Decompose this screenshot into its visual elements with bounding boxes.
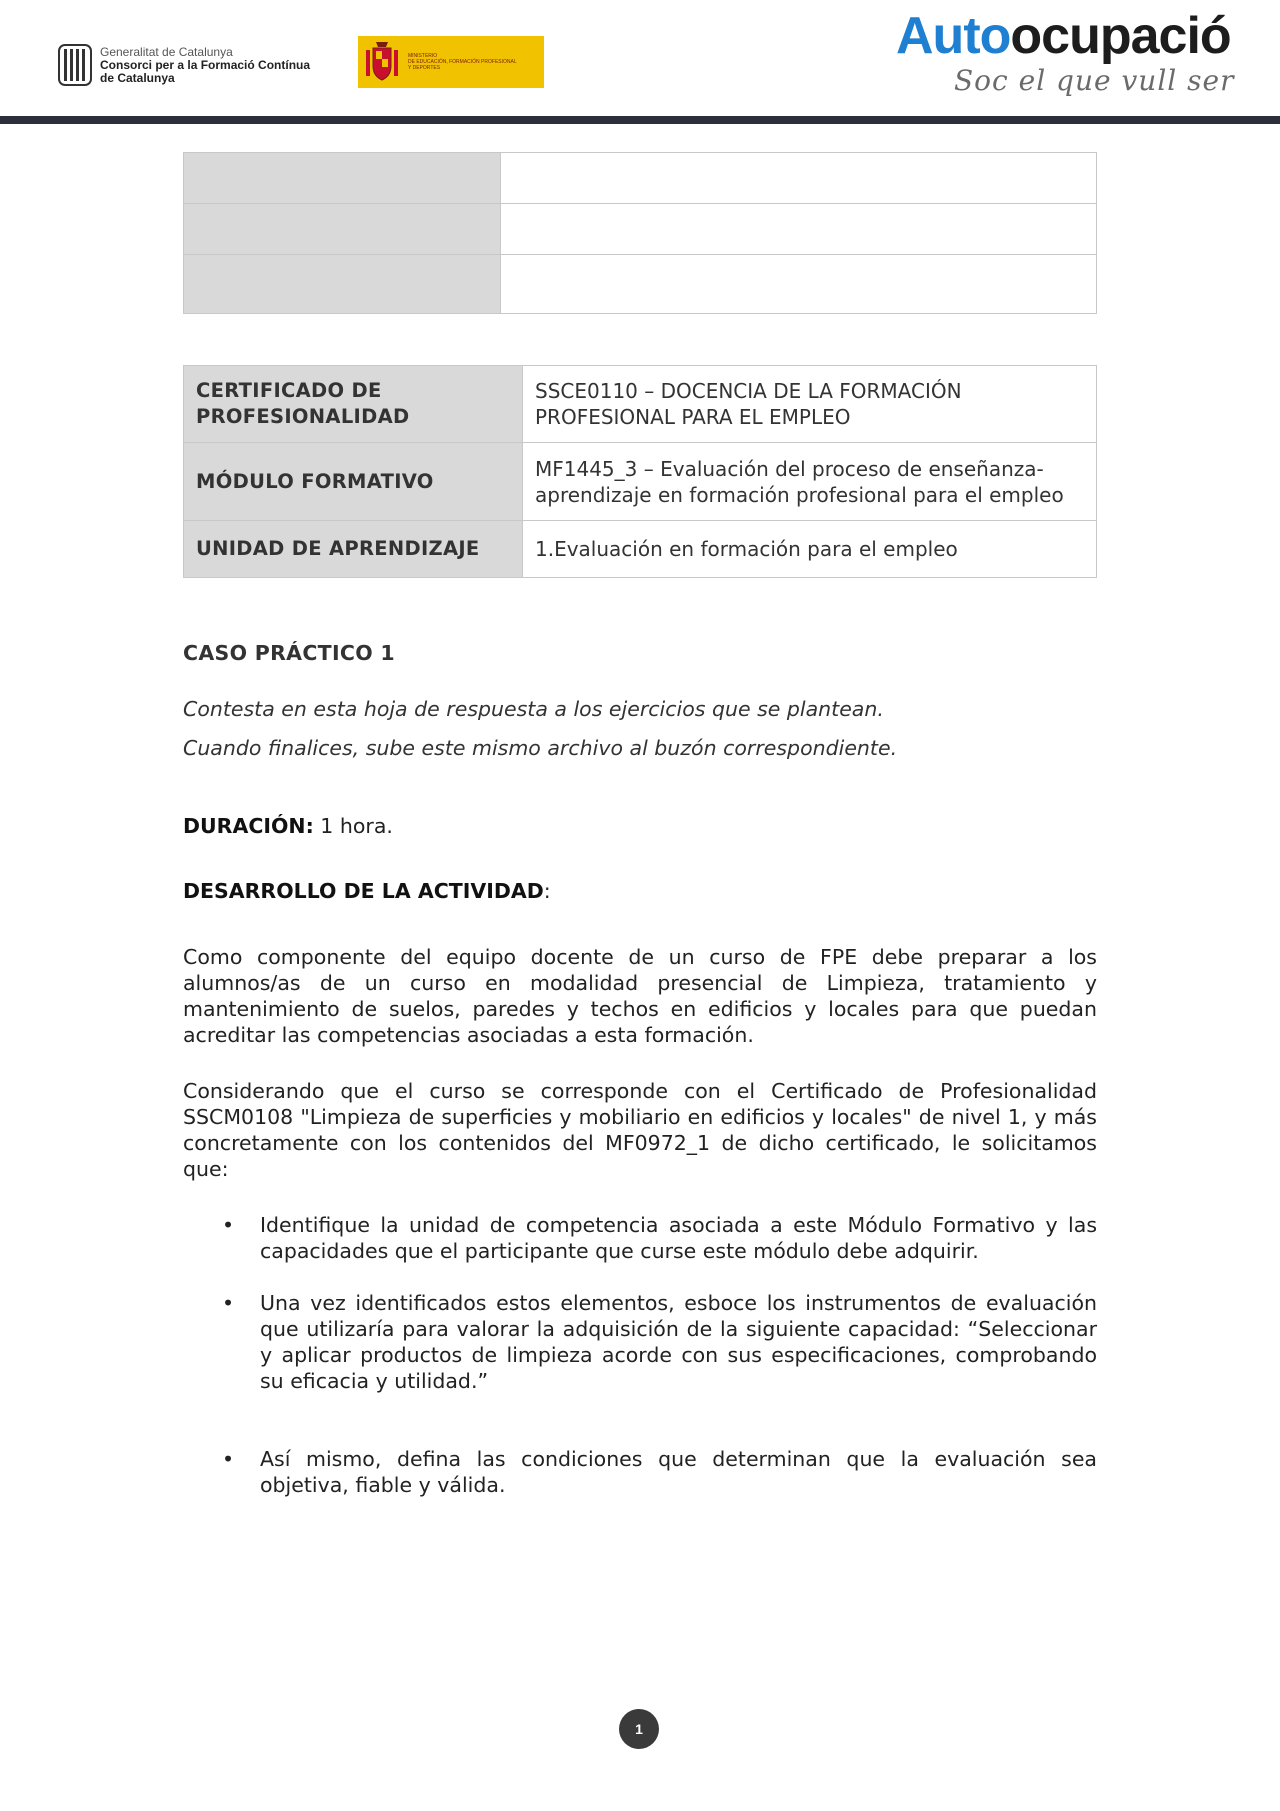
blank-value-cell[interactable] xyxy=(501,255,1097,314)
instruction-line: Contesta en esta hoja de respuesta a los ejercicios que se plantean. xyxy=(183,697,884,721)
brand-tagline: Soc el que vull ser xyxy=(954,64,1235,97)
list-item xyxy=(183,1446,1097,1498)
development-colon: : xyxy=(543,879,551,903)
table-row xyxy=(184,443,1097,521)
development-heading xyxy=(183,878,1097,904)
duration-value: 1 hora. xyxy=(313,814,393,838)
table-row xyxy=(184,255,1097,314)
blank-label-cell xyxy=(184,204,501,255)
table-row xyxy=(184,366,1097,443)
table-row xyxy=(184,153,1097,204)
info-label-unidad: UNIDAD DE APRENDIZAJE xyxy=(184,521,523,578)
list-item-text: Una vez identificados estos elementos, esboce los instrumentos de evaluación que utilizaría para valorar la adquisición de la siguiente capacidad: “Seleccionar y aplicar productos de limpieza acorde con sus especificaciones, comprobando su eficacia y utilidad.” xyxy=(260,1291,1097,1393)
brand-part-dark: ocupació xyxy=(1010,7,1231,65)
page-number: 1 xyxy=(619,1709,659,1749)
generalitat-emblem-icon xyxy=(58,44,92,86)
paragraph: Considerando que el curso se corresponde con el Certificado de Profesionalidad SSCM0108 "Limpieza de superficies y mobiliario en edificios y locales" de nivel 1, y más concretamente con los contenidos del MF0972_1 de dicho certificado, le solicitamos que: xyxy=(183,1079,1097,1181)
blank-value-cell[interactable] xyxy=(501,153,1097,204)
bullet-glyph: • xyxy=(222,1291,235,1315)
list-item xyxy=(183,1212,1097,1264)
generalitat-line1: Generalitat de Catalunya xyxy=(100,44,233,59)
generalitat-line3: de Catalunya xyxy=(100,70,175,85)
info-label-certificado: CERTIFICADO DE PROFESIONALIDAD xyxy=(184,366,523,443)
task-list xyxy=(183,1212,1097,1498)
generalitat-line2: Consorci per a la Formació Contínua xyxy=(100,57,311,72)
spain-coat-of-arms-icon xyxy=(364,40,400,84)
info-label-modulo: MÓDULO FORMATIVO xyxy=(184,443,523,521)
ministerio-line2: DE EDUCACIÓN, FORMACIÓN PROFESIONAL xyxy=(408,59,517,65)
info-value-unidad: 1.Evaluación en formación para el empleo xyxy=(523,521,1097,578)
info-value-modulo: MF1445_3 – Evaluación del proceso de enseñanza-aprendizaje en formación profesional para el empleo xyxy=(523,443,1097,521)
info-value-certificado: SSCE0110 – DOCENCIA DE LA FORMACIÓN PROFESIONAL PARA EL EMPLEO xyxy=(523,366,1097,443)
ministerio-line3: Y DEPORTES xyxy=(408,65,441,71)
table-row xyxy=(184,521,1097,578)
bullet-glyph: • xyxy=(222,1213,235,1237)
table-row xyxy=(184,204,1097,255)
ministerio-line1: MINISTERIO xyxy=(408,53,438,59)
header-divider xyxy=(0,116,1280,124)
autoocupacio-logo xyxy=(896,6,1268,106)
blank-value-cell[interactable] xyxy=(501,204,1097,255)
development-label: DESARROLLO DE LA ACTIVIDAD xyxy=(183,879,544,903)
ministerio-logo xyxy=(358,36,544,88)
list-item xyxy=(183,1290,1097,1394)
student-info-table xyxy=(183,152,1097,314)
page-header xyxy=(0,0,1280,126)
case-title: CASO PRÁCTICO 1 xyxy=(183,641,395,665)
list-item-text: Identifique la unidad de competencia asociada a este Módulo Formativo y las capacidades que el participante que curse este módulo debe adquirir. xyxy=(260,1213,1097,1263)
instructions xyxy=(183,696,1097,774)
brand-part-blue: Auto xyxy=(896,7,1011,65)
duration xyxy=(183,813,1097,839)
list-item-text: Así mismo, defina las condiciones que determinan que la evaluación sea objetiva, fiable y válida. xyxy=(260,1447,1097,1497)
course-info-table xyxy=(183,365,1097,578)
blank-label-cell xyxy=(184,153,501,204)
paragraph: Como componente del equipo docente de un curso de FPE debe preparar a los alumnos/as de un curso en modalidad presencial de Limpieza, tratamiento y mantenimiento de suelos, paredes y techos en edificios y locales para que puedan acreditar las competencias asociadas a esta formación. xyxy=(183,945,1097,1047)
instruction-line: Cuando finalices, sube este mismo archivo al buzón correspondiente. xyxy=(183,736,898,760)
generalitat-logo xyxy=(58,44,310,86)
duration-label: DURACIÓN: xyxy=(183,814,314,838)
bullet-glyph: • xyxy=(222,1447,235,1471)
blank-label-cell xyxy=(184,255,501,314)
